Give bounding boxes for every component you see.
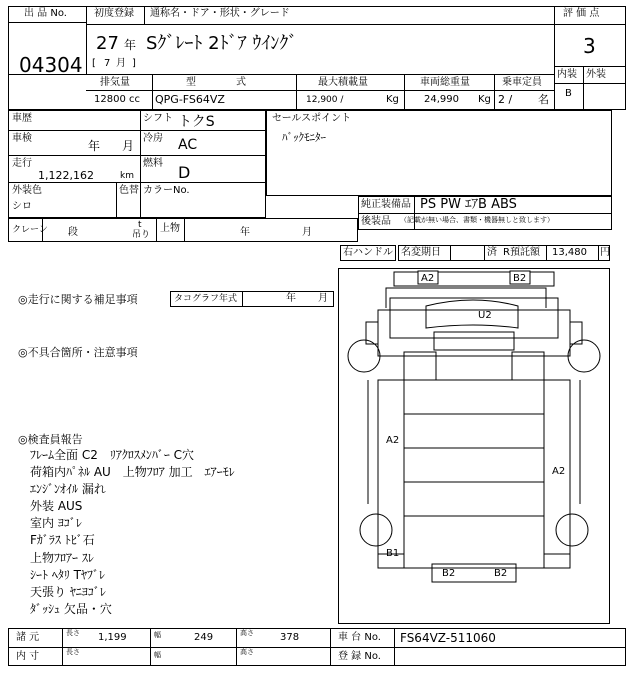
inspector-report-line: ﾌﾚｰﾑ全面 C2 ﾘｱｸﾛｽﾒﾝﾊﾞｰ C穴 <box>30 448 195 462</box>
inspector-report-line: ﾀﾞｯｼｭ 欠品・穴 <box>30 601 112 616</box>
inspector-report-line: ｼｰﾄ ﾍﾀﾘ Tﾔﾌﾞﾚ <box>30 567 105 582</box>
inspector-report-line: 外装 AUS <box>30 499 83 514</box>
cargo-floor-lines <box>404 414 544 516</box>
dims-label: 諸 元 <box>16 632 40 643</box>
reg-year: 27 <box>96 33 119 54</box>
length-value: 1,199 <box>98 632 127 643</box>
lot-label: 出 品 No. <box>24 8 67 19</box>
tacho-month: 月 <box>318 293 328 304</box>
reg-year-unit: 年 <box>124 38 137 52</box>
tacho-year: 年 <box>286 293 296 304</box>
ext-color-value: シロ <box>12 201 32 212</box>
inspector-report-line: ｴﾝｼﾞﾝｵｲﾙ 漏れ <box>30 482 106 497</box>
color-change-label: 色替 <box>119 185 139 196</box>
recycle-label: R預託額 <box>503 247 540 258</box>
shift-value: トクS <box>178 114 215 130</box>
inspector-report-line: 荷箱内ﾊﾟﾈﾙ AU 上物ﾌﾛｱ 加工 ｴｱｰﾓﾚ <box>30 465 235 480</box>
equipment-value: PS PW ｴｱB ABS <box>420 197 517 212</box>
gross-weight: 24,990 <box>424 94 459 105</box>
capacity-label: 乗車定員 <box>502 77 542 88</box>
in-height-label: 高さ <box>240 648 254 656</box>
reg-month: 7 <box>104 58 111 69</box>
mark-rear-gate-right: B2 <box>494 568 508 579</box>
mark-rear-left: B1 <box>386 548 400 559</box>
recycle-done: 済 <box>487 247 497 258</box>
interior-label: 内装 <box>557 69 577 80</box>
inspector-report-line: Fｶﾞﾗｽ ﾄﾋﾞ石 <box>30 533 95 548</box>
aircon-value: AC <box>178 137 198 153</box>
reg-month-open: [ <box>92 58 96 69</box>
height-value: 378 <box>280 632 300 643</box>
rear-left-wheel <box>360 514 392 546</box>
recycle-unit: 円 <box>600 247 610 258</box>
sales-point-value: ﾊﾞｯｸﾓﾆﾀｰ <box>282 131 326 144</box>
mileage-unit: km <box>120 171 134 181</box>
color-no-label: カラーNo. <box>143 185 190 196</box>
type-code: QPG-FS64VZ <box>155 93 225 106</box>
capacity-unit: 名 <box>538 93 549 106</box>
displacement: 12800 cc <box>94 94 140 105</box>
shift-label: シフト <box>143 113 173 124</box>
reg-no-label: 登 録 No. <box>338 651 381 662</box>
crane-stage: 段 <box>68 227 78 238</box>
diagram-frame <box>339 269 610 624</box>
aircon-label: 冷房 <box>143 133 163 144</box>
details-left-frame <box>8 110 266 218</box>
max-load-label: 最大積載量 <box>318 77 368 88</box>
score-value: 3 <box>583 34 596 58</box>
inspection-month: 月 <box>122 139 135 153</box>
inspection-year: 年 <box>88 139 101 153</box>
in-width-label: 幅 <box>154 651 161 659</box>
lot-number: 04304 <box>19 53 83 77</box>
crane-label: クレーン <box>12 225 48 235</box>
handle: 右ハンドル <box>343 247 393 258</box>
side-panel-lines <box>368 380 580 504</box>
name-change-label: 名変期日 <box>401 247 441 258</box>
running-notes-label: ◎走行に関する補足事項 <box>18 293 138 306</box>
capacity: 2 / <box>498 93 513 106</box>
max-load-unit: Kg <box>386 94 399 105</box>
interior-dims-label: 内 寸 <box>16 651 40 662</box>
inspector-report-line: 天張り ﾔﾆﾖｺﾞﾚ <box>30 584 106 599</box>
chassis-label: 車 台 No. <box>338 632 381 643</box>
gross-weight-label: 車両総重量 <box>420 77 470 88</box>
defect-notes-label: ◎不具合箇所・注意事項 <box>18 346 138 359</box>
crane-ton: t <box>138 220 142 230</box>
height-label: 高さ <box>240 629 254 637</box>
cargo-side-lines <box>404 380 544 568</box>
mark-windshield: U2 <box>478 310 492 321</box>
upper-label: 上物 <box>160 223 180 234</box>
chassis-number: FS64VZ-511060 <box>400 631 496 645</box>
sales-point-label: セールスポイント <box>272 113 352 124</box>
tacho-label: タコグラフ年式 <box>174 294 238 304</box>
mileage-label: 走行 <box>12 158 32 169</box>
ext-color-label: 外装色 <box>12 185 42 196</box>
roof-panel <box>434 332 514 350</box>
reg-month-close: ] <box>132 58 136 69</box>
model-label: 通称名・ドア・形状・グレード <box>150 8 290 19</box>
first-reg-label: 初度登録 <box>94 8 134 19</box>
history-label: 車歴 <box>12 113 32 124</box>
front-left-wheel <box>348 340 380 372</box>
fuel-value: D <box>178 163 191 182</box>
mileage-value: 1,122,162 <box>38 169 94 182</box>
cab-body <box>378 310 570 356</box>
upper-year: 年 <box>240 227 250 238</box>
max-load: 12,900 / <box>306 95 344 105</box>
inspector-report-label: ◎検査員報告 <box>18 433 83 446</box>
displacement-label: 排気量 <box>100 77 130 88</box>
mark-rear-gate-left: B2 <box>442 568 456 579</box>
upper-month: 月 <box>302 227 312 238</box>
inspection-label: 車検 <box>12 133 32 144</box>
gross-weight-unit: Kg <box>478 94 491 105</box>
mark-front-left: A2 <box>421 273 435 284</box>
inspector-report-line: 上物ﾌﾛｱｰ ｽﾚ <box>30 550 94 565</box>
retrofit-label: 後装品 <box>361 216 391 227</box>
recycle-amount: 13,480 <box>552 247 587 258</box>
crane-lift: 吊り <box>132 230 151 240</box>
width-label: 幅 <box>154 631 161 639</box>
cargo-box <box>378 380 570 568</box>
width-value: 249 <box>194 632 214 643</box>
mark-right-side: A2 <box>552 466 566 477</box>
fuel-label: 燃料 <box>143 158 163 169</box>
front-right-wheel <box>568 340 600 372</box>
inspector-report-lines <box>30 447 330 618</box>
equipment-label: 純正装備品 <box>361 199 411 210</box>
length-label: 長さ <box>66 629 80 637</box>
windshield <box>426 300 518 328</box>
type-label: 型 式 <box>186 77 246 88</box>
mark-front-right: B2 <box>513 273 527 284</box>
score-label: 評 価 点 <box>563 8 600 19</box>
mark-left-side: A2 <box>386 435 400 446</box>
retrofit-note: （記載が無い場合、書類・機器無しと致します） <box>400 216 554 224</box>
exterior-label: 外装 <box>586 69 606 80</box>
in-length-label: 長さ <box>66 648 80 656</box>
inspector-report-line: 室内 ﾖｺﾞﾚ <box>30 516 82 531</box>
reg-month-unit: 月 <box>116 58 126 69</box>
model-name: Sｸﾞﾚｰﾄ 2ﾄﾞｱ ｳｲﾝｸﾞ <box>146 33 298 54</box>
interior-grade: B <box>565 88 572 99</box>
rear-right-wheel <box>556 514 588 546</box>
vehicle-damage-diagram <box>338 268 610 624</box>
